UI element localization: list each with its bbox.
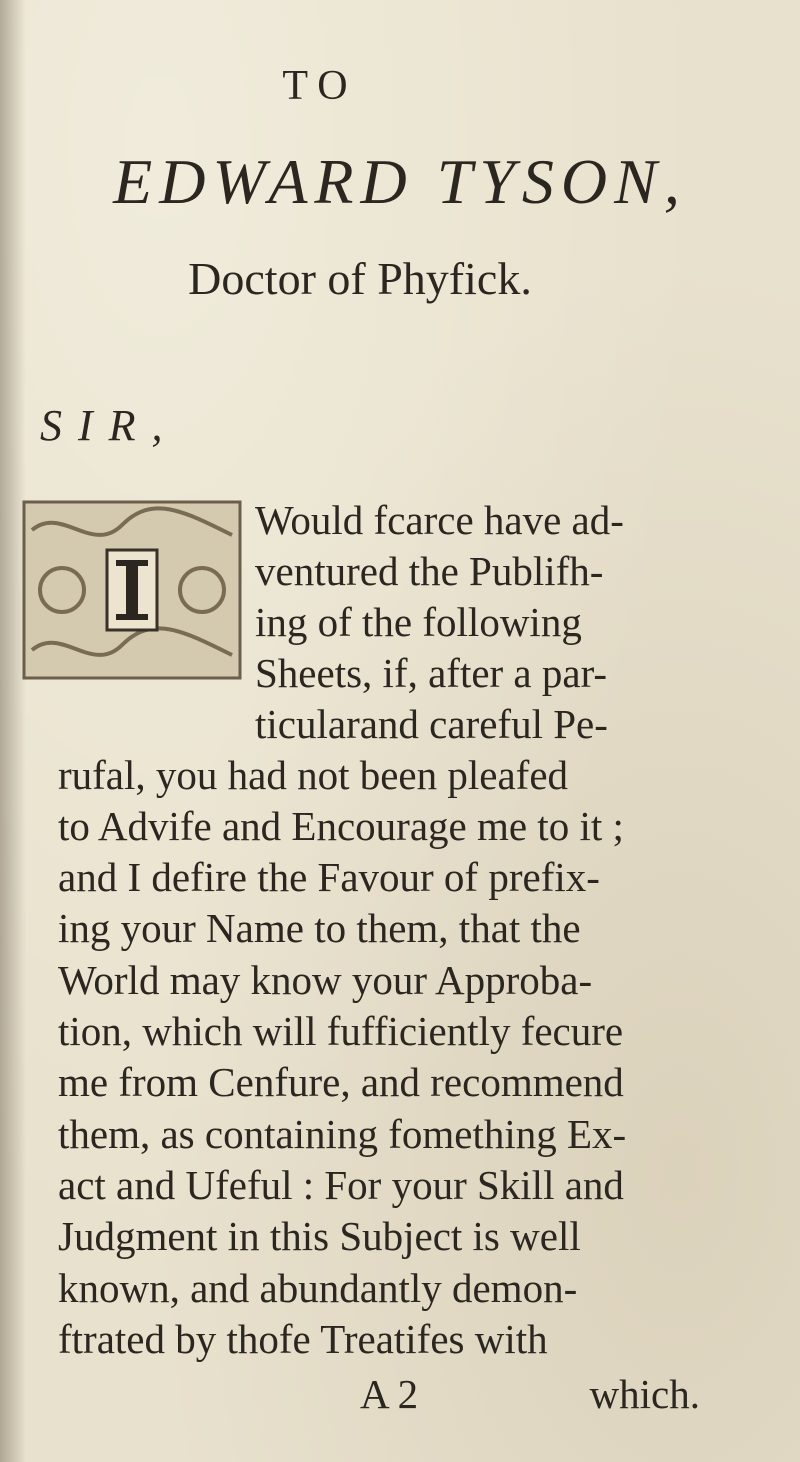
- dedication-to: TO: [282, 63, 358, 109]
- letter-line: Judgment in this Subject is well: [58, 1213, 581, 1259]
- letter-line: Sheets, if, after a par-: [255, 650, 608, 696]
- dedicatee-title: Doctor of Phyfick.: [188, 253, 532, 304]
- letter-line: me from Cenfure, and recommend: [58, 1059, 624, 1105]
- letter-line: them, as containing fomething Ex-: [58, 1111, 627, 1157]
- decorated-initial-ornament: [22, 500, 242, 680]
- salutation: SIR,: [40, 401, 179, 450]
- letter-line: ing your Name to them, that the: [58, 905, 581, 951]
- signature-mark: A 2: [360, 1371, 419, 1417]
- letter-line: tion, which will fufficiently fecure: [58, 1008, 624, 1054]
- letter-line: act and Ufeful : For your Skill and: [58, 1162, 624, 1208]
- page-footer: [60, 1370, 700, 1420]
- letter-line: to Advife and Encourage me to it ;: [58, 803, 624, 849]
- letter-line: ing of the following: [255, 599, 582, 645]
- letter-line: Would fcarce have ad-: [255, 497, 624, 543]
- catchword: which.: [589, 1371, 700, 1417]
- letter-line: rufal, you had not been pleafed: [58, 752, 569, 798]
- letter-line: ventured the Publifh-: [255, 548, 604, 594]
- letter-line: and I defire the Favour of prefix-: [58, 854, 600, 900]
- dedicatee-name: EDWARD TYSON,: [113, 146, 687, 217]
- letter-line: ftrated by thofe Treatifes with: [58, 1316, 548, 1362]
- letter-line: ticularand careful Pe-: [255, 701, 608, 747]
- letter-line: World may know your Approba-: [58, 957, 593, 1003]
- page-binding-shadow: [0, 0, 26, 1462]
- letter-line: known, and abundantly demon-: [58, 1265, 578, 1311]
